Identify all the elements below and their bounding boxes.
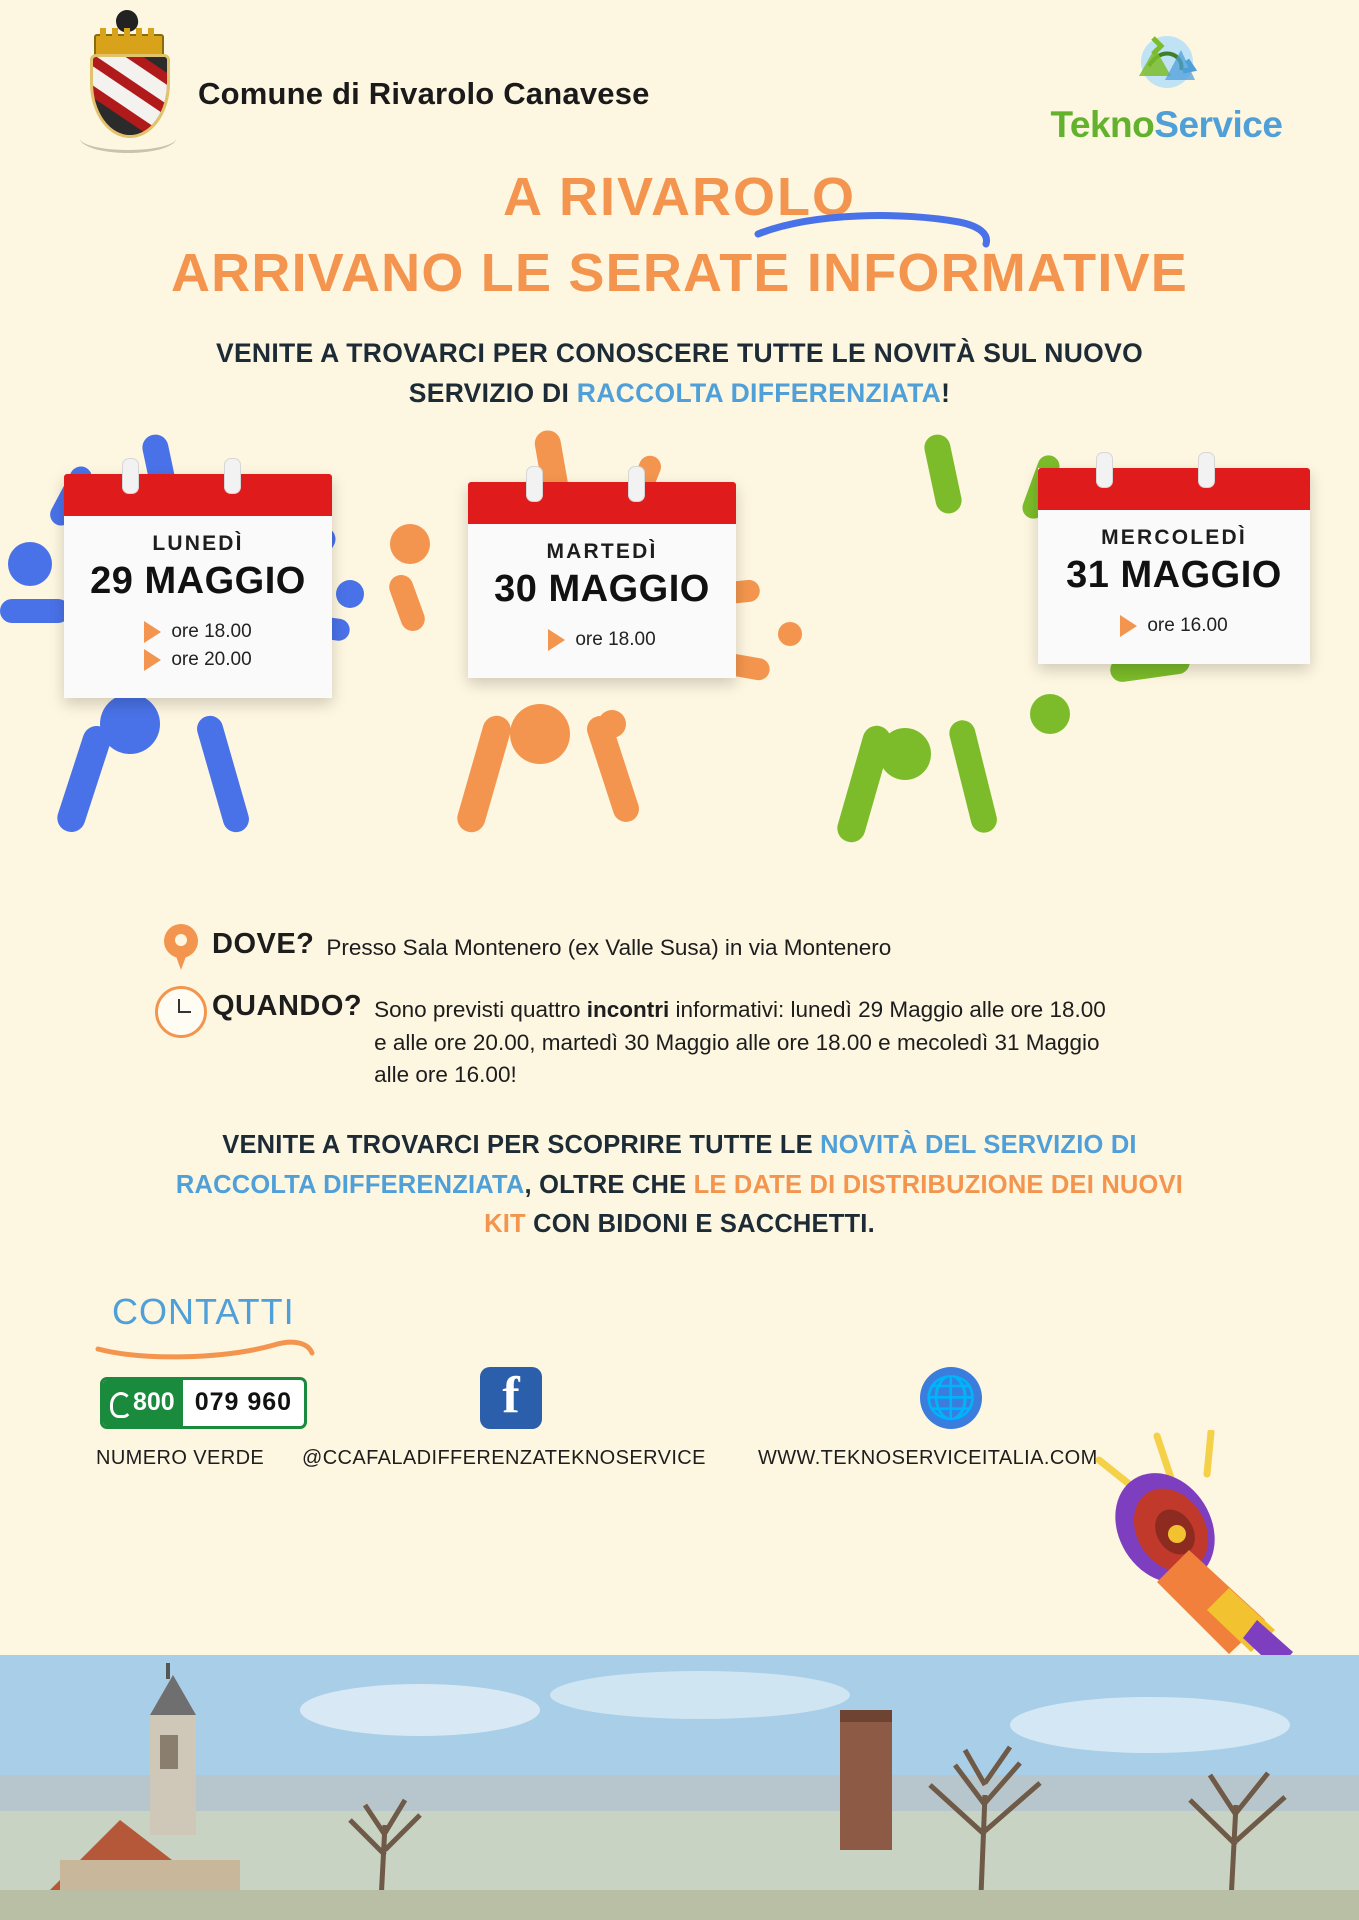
poster-title-line1: A RIVAROLO: [503, 167, 856, 227]
toll-free-number[interactable]: [100, 1377, 307, 1429]
calendar-time-item: [1120, 615, 1227, 637]
facebook-icon[interactable]: f: [480, 1367, 542, 1429]
calendar-date: 31 MAGGIO: [1066, 553, 1282, 596]
subtitle-line2-pre: SERVIZIO DI: [408, 377, 577, 408]
calendar-header: [1038, 468, 1310, 510]
calendar-weekday: MERCOLEDÌ: [1101, 525, 1247, 549]
subtitle-line2: [0, 374, 1359, 414]
poster-title-line2: ARRIVANO LE SERATE INFORMATIVE: [170, 243, 1189, 303]
calendar-date: 30 MAGGIO: [494, 567, 710, 610]
calendar-ring-icon: [1096, 452, 1113, 488]
calendar-time: ore 20.00: [171, 648, 252, 670]
sponsor-wordmark: [1034, 106, 1299, 143]
calendar-time: ore 18.00: [171, 620, 252, 642]
quando-text-bold: incontri: [586, 997, 670, 1023]
caption-phone: NUMERO VERDE: [96, 1446, 265, 1469]
calendar-card: [468, 482, 736, 678]
calendar-row: [0, 424, 1359, 894]
sponsor-word-1: Tekno: [1050, 104, 1155, 145]
contacts-heading: CONTATTI: [112, 1290, 295, 1332]
calendar-time-item: [144, 621, 251, 643]
info-row-dove: [150, 924, 1250, 965]
quando-text-part2: informativi: lunedì 29 Maggio alle ore 18.00 e alle ore 20.00, martedì 30 Maggio alle ore 18.00 e mecoledì 31 Maggio alle ore 16.00!: [374, 997, 1106, 1088]
info-text-quando: [374, 986, 1119, 1092]
calendar-weekday: MARTEDÌ: [546, 539, 658, 563]
calendar-weekday: LUNEDÌ: [152, 531, 244, 555]
poster-subtitle: [0, 334, 1359, 414]
quando-text-part1: Sono previsti quattro: [374, 997, 587, 1023]
calendar-time-item: [548, 629, 655, 651]
closing-part3: CON BIDONI E SACCHETTI.: [525, 1210, 875, 1239]
sponsor-logo: [1034, 20, 1299, 143]
calendar-ring-icon: [628, 466, 645, 502]
toll-free-digits: 079 960: [194, 1388, 293, 1417]
caption-facebook: @CCAFALADIFFERENZATEKNOSERVICE: [302, 1446, 706, 1469]
caption-website: WWW.TEKNOSERVICEITALIA.COM: [758, 1446, 1098, 1469]
subtitle-highlight: RACCOLTA DIFFERENZIATA: [576, 377, 942, 408]
comune-crest-icon: [72, 8, 182, 158]
triangle-bullet-icon: [548, 629, 565, 651]
calendar-ring-icon: [526, 466, 543, 502]
swoosh-decoration-icon: [754, 208, 1004, 248]
calendar-card: [64, 474, 332, 698]
calendar-ring-icon: [122, 458, 139, 494]
closing-highlight-1: NOVITÀ DEL SERVIZIO DI RACCOLTA DIFFERENZIATA: [175, 1131, 1137, 1199]
recycle-globe-icon: [1125, 20, 1209, 104]
info-text-dove: Presso Sala Montenero (ex Valle Susa) in via Montenero: [326, 934, 892, 960]
phone-icon-prefix: 800: [103, 1380, 183, 1426]
contacts-section: [112, 1291, 1359, 1333]
closing-part1: VENITE A TROVARCI PER SCOPRIRE TUTTE LE: [222, 1131, 821, 1159]
triangle-bullet-icon: [144, 621, 161, 643]
subtitle-line1: VENITE A TROVARCI PER CONOSCERE TUTTE LE NOVITÀ SUL NUOVO: [215, 338, 1143, 368]
triangle-bullet-icon: [144, 649, 161, 671]
subtitle-line2-post: !: [941, 377, 951, 408]
info-label-quando: QUANDO?: [212, 990, 363, 1023]
megaphone-icon: [1079, 1430, 1339, 1680]
calendar-time: ore 18.00: [575, 628, 656, 650]
poster-header: [0, 0, 1359, 160]
calendar-header: [64, 474, 332, 516]
sponsor-word-2: Service: [1154, 104, 1283, 145]
triangle-bullet-icon: [1120, 615, 1137, 637]
info-label-dove: DOVE?: [212, 927, 315, 960]
website-globe-icon[interactable]: 🌐: [920, 1367, 982, 1429]
town-photo: [0, 1655, 1359, 1920]
calendar-header: [468, 482, 736, 524]
calendar-date: 29 MAGGIO: [90, 559, 306, 602]
calendar-time: ore 16.00: [1147, 614, 1228, 636]
calendar-time-item: [144, 649, 251, 671]
location-pin-icon: [150, 924, 212, 958]
underline-swoosh-icon: [94, 1331, 324, 1363]
calendar-card: [1038, 468, 1310, 664]
clock-icon: [150, 986, 212, 1038]
closing-paragraph: [175, 1126, 1185, 1245]
calendar-ring-icon: [224, 458, 241, 494]
comune-name: Comune di Rivarolo Canavese: [198, 76, 650, 111]
calendar-ring-icon: [1198, 452, 1215, 488]
closing-part2: , OLTRE CHE: [524, 1170, 694, 1199]
title-block: [0, 166, 1359, 304]
closing-highlight-2: LE DATE DI DISTRIBUZIONE DEI NUOVI KIT: [484, 1170, 1184, 1239]
info-row-quando: [150, 986, 1250, 1092]
info-section: [150, 924, 1250, 1093]
